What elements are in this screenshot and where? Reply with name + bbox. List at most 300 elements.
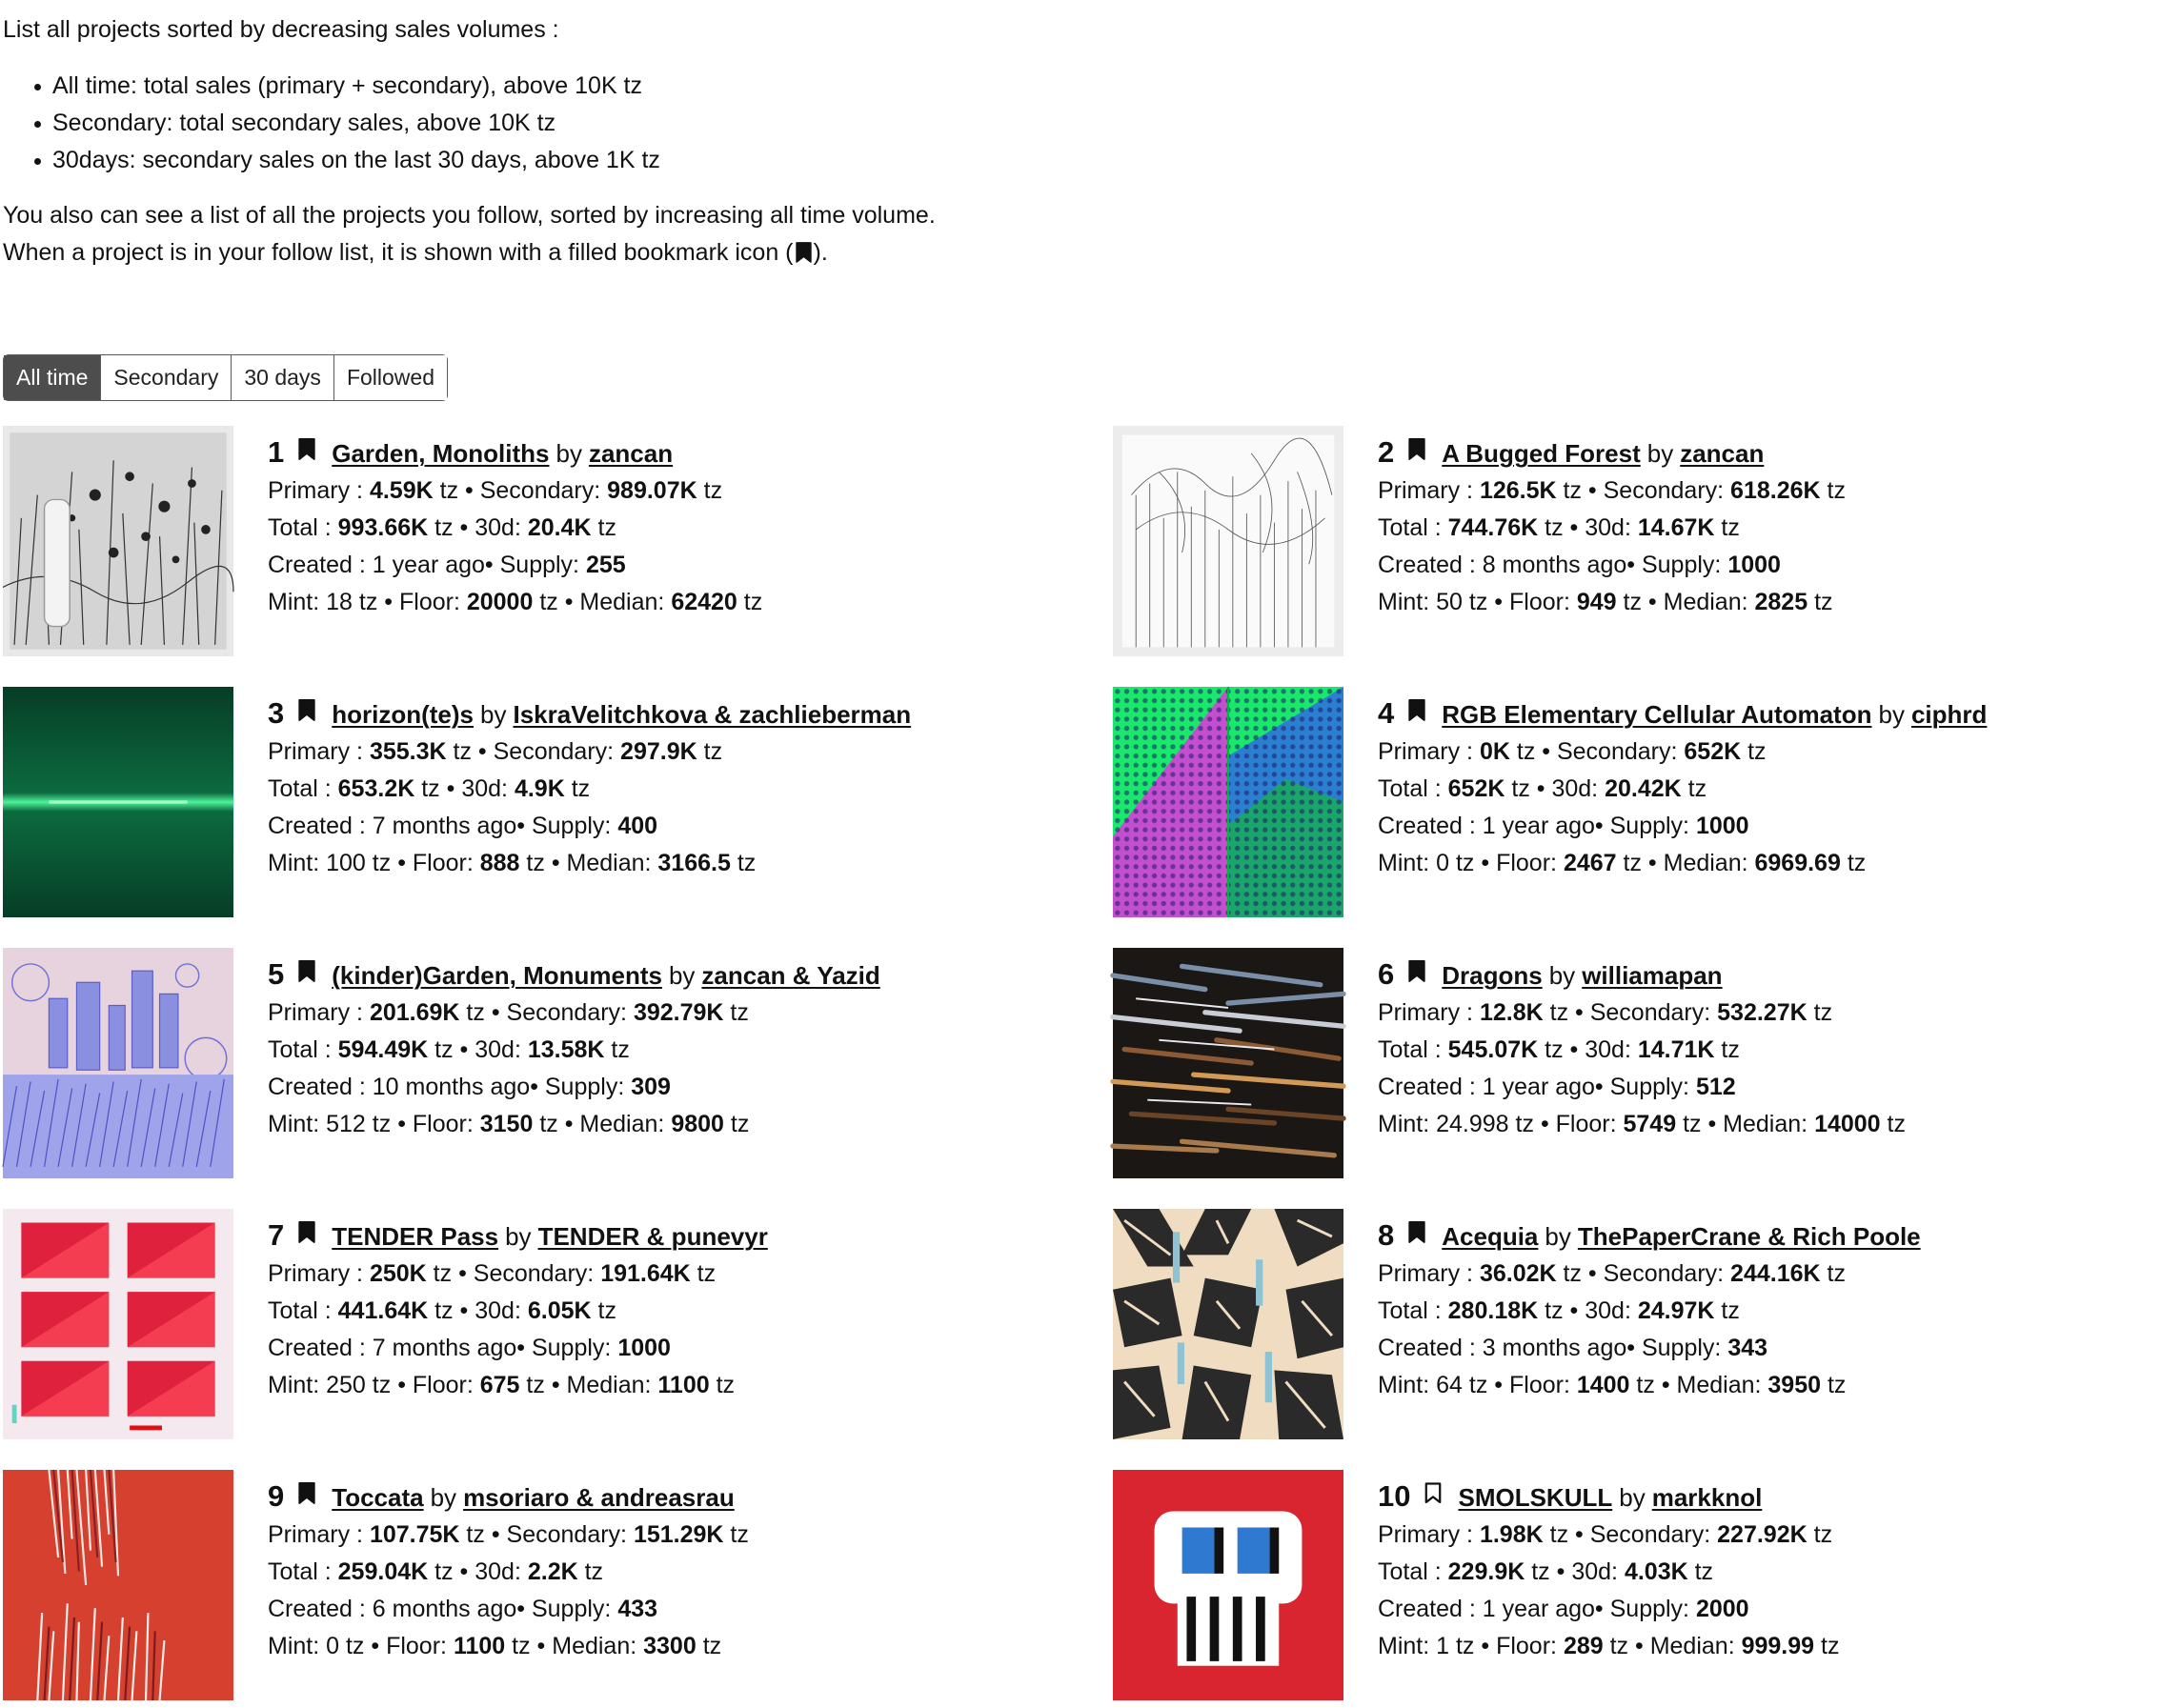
artist-link[interactable]: ThePaperCrane & Rich Poole: [1577, 1222, 1921, 1251]
by-label: by: [480, 700, 507, 729]
tz-unit: tz: [1821, 1372, 1847, 1398]
price-line: [1378, 1367, 1921, 1404]
project-title-line: [1378, 1477, 1839, 1517]
floor-label: • Floor:: [1487, 1372, 1577, 1398]
d30-value: 20.4K: [527, 514, 592, 541]
mint-value: 0: [326, 1633, 340, 1659]
project-thumbnail[interactable]: [3, 426, 233, 656]
supply-value: 512: [1695, 1074, 1736, 1100]
secondary-value: 244.16K: [1730, 1260, 1821, 1287]
tz-unit: tz: [1603, 1633, 1629, 1659]
project-title-link[interactable]: SMOLSKULL: [1458, 1483, 1613, 1512]
supply-label: • Supply:: [1626, 552, 1728, 578]
bookmark-filled-icon[interactable]: [1407, 434, 1426, 472]
project-card: [3, 1209, 1051, 1447]
total-value: 441.64K: [337, 1297, 429, 1324]
primary-label: Primary :: [1378, 477, 1480, 504]
criteria-secondary: Secondary: total secondary sales, above 10K tz: [3, 105, 1051, 142]
supply-label: • Supply:: [1594, 813, 1696, 839]
mint-label: Mint:: [268, 1372, 327, 1398]
tz-unit: tz: [1462, 1372, 1488, 1398]
tz-unit: tz: [737, 589, 763, 615]
mint-label: Mint:: [268, 1633, 327, 1659]
project-info: [268, 1477, 749, 1665]
project-card: [1113, 687, 2161, 925]
supply-value: 1000: [1695, 813, 1749, 839]
tz-unit: tz: [365, 1372, 392, 1398]
tz-unit: tz: [709, 1372, 736, 1398]
tz-unit: tz: [723, 1111, 750, 1137]
tz-unit: tz: [1820, 477, 1846, 504]
project-info: [268, 1216, 768, 1404]
created-label: Created :: [1378, 1074, 1483, 1100]
criteria-list: [3, 68, 1051, 179]
project-thumbnail[interactable]: [1113, 1209, 1343, 1439]
sales-line: [1378, 733, 1987, 771]
secondary-label: • Secondary:: [1568, 999, 1718, 1026]
sales-line: [268, 733, 911, 771]
project-title-link[interactable]: Dragons: [1442, 961, 1543, 990]
primary-value: 201.69K: [369, 999, 460, 1026]
tz-unit: tz: [1676, 1111, 1702, 1137]
d30-value: 20.42K: [1605, 775, 1682, 802]
tz-unit: tz: [1808, 589, 1833, 615]
total-line: [268, 771, 911, 808]
primary-value: 126.5K: [1479, 477, 1557, 504]
project-thumbnail[interactable]: [1113, 426, 1343, 656]
artist-link[interactable]: zancan: [1680, 439, 1765, 468]
total-line: [268, 1293, 768, 1330]
median-label: • Median:: [557, 1111, 672, 1137]
mint-value: 18: [326, 589, 353, 615]
total-value: 229.9K: [1447, 1558, 1525, 1585]
bookmark-filled-icon[interactable]: [297, 956, 316, 994]
created-line: [268, 808, 911, 845]
tz-unit: tz: [519, 1372, 545, 1398]
project-card: [3, 948, 1051, 1186]
artist-link[interactable]: markknol: [1651, 1483, 1763, 1512]
secondary-label: • Secondary:: [1535, 738, 1685, 765]
project-card: [3, 426, 1051, 664]
secondary-label: • Secondary:: [1581, 1260, 1731, 1287]
project-card: [3, 687, 1051, 925]
tz-unit: tz: [365, 850, 392, 876]
project-title-link[interactable]: Garden, Monoliths: [332, 439, 550, 468]
floor-value: 675: [479, 1372, 520, 1398]
project-title-link[interactable]: Acequia: [1442, 1222, 1539, 1251]
supply-label: • Supply:: [1626, 1335, 1728, 1361]
tz-unit: tz: [723, 999, 749, 1026]
sales-line: [1378, 1256, 1921, 1293]
artist-link[interactable]: ciphrd: [1910, 700, 1988, 729]
price-line: [268, 845, 911, 882]
tz-unit: tz: [1814, 1633, 1840, 1659]
tab-30-days[interactable]: 30 days: [232, 355, 334, 400]
created-line: [1378, 1069, 1906, 1106]
artist-link[interactable]: msoriaro & andreasrau: [463, 1483, 735, 1512]
mint-value: 1: [1436, 1633, 1450, 1659]
d30-value: 24.97K: [1637, 1297, 1715, 1324]
secondary-value: 297.9K: [620, 738, 697, 765]
project-thumbnail[interactable]: [1113, 1470, 1343, 1700]
d30-label: • 30d:: [453, 1558, 528, 1585]
by-label: by: [1878, 700, 1905, 729]
by-label: by: [1548, 961, 1576, 990]
tz-unit: tz: [1505, 775, 1530, 802]
total-line: [268, 1032, 880, 1069]
tz-unit: tz: [1741, 738, 1767, 765]
tz-unit: tz: [1616, 850, 1642, 876]
by-label: by: [1545, 1222, 1571, 1251]
floor-value: 289: [1563, 1633, 1604, 1659]
secondary-label: • Secondary:: [484, 999, 634, 1026]
project-rank: 10: [1378, 1479, 1411, 1513]
project-thumbnail[interactable]: [1113, 687, 1343, 917]
by-label: by: [555, 439, 582, 468]
secondary-label: • Secondary:: [1568, 1521, 1718, 1548]
price-line: [268, 584, 762, 621]
secondary-value: 227.92K: [1717, 1521, 1808, 1548]
project-title-link[interactable]: TENDER Pass: [332, 1222, 499, 1251]
by-label: by: [1619, 1483, 1646, 1512]
project-info: [268, 694, 911, 882]
d30-value: 13.58K: [527, 1036, 605, 1063]
tz-unit: tz: [1714, 1036, 1740, 1063]
primary-label: Primary :: [268, 477, 370, 504]
created-line: [1378, 808, 1987, 845]
total-value: 280.18K: [1447, 1297, 1539, 1324]
bookmark-filled-icon: [795, 238, 813, 275]
project-info: [1378, 955, 1906, 1143]
secondary-label: • Secondary:: [452, 1260, 601, 1287]
supply-label: • Supply:: [516, 1596, 618, 1622]
median-label: • Median:: [544, 1372, 658, 1398]
project-thumbnail[interactable]: [3, 1209, 233, 1439]
tz-unit: tz: [1880, 1111, 1906, 1137]
secondary-label: • Secondary:: [484, 1521, 634, 1548]
project-rank: 9: [268, 1479, 285, 1513]
tz-unit: tz: [1556, 477, 1582, 504]
tz-unit: tz: [690, 1260, 717, 1287]
project-title-line: [1378, 955, 1906, 995]
floor-value: 5749: [1623, 1111, 1677, 1137]
tz-unit: tz: [1543, 1521, 1569, 1548]
tz-unit: tz: [1629, 1372, 1655, 1398]
project-info: [268, 433, 762, 621]
primary-value: 0K: [1479, 738, 1510, 765]
created-value: 6 months ago: [372, 1596, 517, 1622]
tz-unit: tz: [1538, 1036, 1564, 1063]
total-label: Total :: [268, 1297, 338, 1324]
tz-unit: tz: [1807, 1521, 1833, 1548]
project-card: [3, 1470, 1051, 1708]
d30-label: • 30d:: [453, 514, 528, 541]
d30-value: 2.2K: [527, 1558, 578, 1585]
tz-unit: tz: [339, 1633, 365, 1659]
price-line: [1378, 845, 1987, 882]
tz-unit: tz: [730, 850, 757, 876]
created-label: Created :: [1378, 1596, 1483, 1622]
mint-label: Mint:: [1378, 1372, 1437, 1398]
primary-label: Primary :: [1378, 1521, 1480, 1548]
median-value: 9800: [671, 1111, 724, 1137]
total-line: [1378, 1554, 1839, 1591]
project-rank: 8: [1378, 1218, 1395, 1252]
tz-unit: tz: [1687, 1558, 1714, 1585]
created-line: [1378, 1330, 1921, 1367]
secondary-label: • Secondary:: [471, 738, 621, 765]
tz-unit: tz: [1449, 1633, 1475, 1659]
artist-link[interactable]: williamapan: [1582, 961, 1723, 990]
project-title-link[interactable]: (kinder)Garden, Monuments: [332, 961, 662, 990]
tab-secondary[interactable]: Secondary: [101, 355, 232, 400]
total-value: 653.2K: [337, 775, 415, 802]
created-value: 8 months ago: [1482, 552, 1627, 578]
created-label: Created :: [1378, 552, 1483, 578]
total-label: Total :: [1378, 1297, 1448, 1324]
bookmark-filled-icon[interactable]: [297, 434, 316, 472]
d30-value: 14.67K: [1637, 514, 1715, 541]
price-line: [1378, 584, 1846, 621]
floor-label: • Floor:: [1534, 1111, 1624, 1137]
bookmark-filled-icon[interactable]: [297, 1217, 316, 1255]
floor-label: • Floor:: [377, 589, 467, 615]
project-title-link[interactable]: Toccata: [332, 1483, 424, 1512]
primary-label: Primary :: [268, 738, 370, 765]
primary-label: Primary :: [268, 1260, 370, 1287]
created-label: Created :: [268, 1074, 373, 1100]
total-label: Total :: [268, 1558, 338, 1585]
tz-unit: tz: [428, 1297, 454, 1324]
primary-value: 107.75K: [369, 1521, 460, 1548]
floor-label: • Floor:: [391, 1372, 480, 1398]
mint-label: Mint:: [1378, 1111, 1437, 1137]
secondary-label: • Secondary:: [458, 477, 608, 504]
supply-value: 2000: [1695, 1596, 1749, 1622]
mint-value: 24.998: [1436, 1111, 1509, 1137]
created-line: [1378, 1591, 1839, 1628]
project-thumbnail[interactable]: [1113, 948, 1343, 1178]
tz-unit: tz: [604, 1036, 630, 1063]
tz-unit: tz: [1509, 738, 1536, 765]
artist-link[interactable]: TENDER & punevyr: [537, 1222, 768, 1251]
total-value: 259.04K: [337, 1558, 429, 1585]
total-line: [268, 1554, 749, 1591]
median-value: 3300: [643, 1633, 697, 1659]
project-rank: 7: [268, 1218, 285, 1252]
floor-label: • Floor:: [1487, 589, 1577, 615]
supply-value: 343: [1727, 1335, 1768, 1361]
supply-label: • Supply:: [516, 1335, 618, 1361]
median-value: 6969.69: [1754, 850, 1841, 876]
created-label: Created :: [1378, 813, 1483, 839]
supply-label: • Supply:: [516, 813, 618, 839]
mint-value: 512: [326, 1111, 366, 1137]
total-label: Total :: [1378, 775, 1448, 802]
bookmark-filled-icon[interactable]: [1407, 956, 1426, 994]
created-line: [268, 1069, 880, 1106]
median-value: 62420: [671, 589, 737, 615]
created-line: [268, 1591, 749, 1628]
follow-text-before: When a project is in your follow list, it is shown with a filled bookmark icon (: [3, 239, 794, 266]
project-title-line: [268, 955, 880, 995]
project-title-link[interactable]: A Bugged Forest: [1442, 439, 1641, 468]
primary-label: Primary :: [1378, 738, 1480, 765]
total-value: 545.07K: [1447, 1036, 1539, 1063]
total-value: 993.66K: [337, 514, 429, 541]
secondary-label: • Secondary:: [1581, 477, 1731, 504]
project-title-line: [1378, 1216, 1921, 1256]
supply-label: • Supply:: [530, 1074, 632, 1100]
secondary-value: 532.27K: [1717, 999, 1808, 1026]
floor-label: • Floor:: [1474, 1633, 1564, 1659]
price-line: [268, 1367, 768, 1404]
project-title-line: [268, 694, 911, 733]
median-value: 2825: [1754, 589, 1808, 615]
d30-label: • 30d:: [1563, 1036, 1638, 1063]
total-label: Total :: [1378, 514, 1448, 541]
project-title-line: [1378, 433, 1846, 472]
mint-label: Mint:: [268, 850, 327, 876]
primary-value: 4.59K: [369, 477, 434, 504]
median-value: 1100: [657, 1372, 710, 1398]
tz-unit: tz: [1616, 589, 1642, 615]
criteria-all-time: All time: total sales (primary + secondary), above 10K tz: [3, 68, 1051, 105]
created-value: 1 year ago: [372, 552, 485, 578]
follow-icon-description: [3, 234, 1051, 275]
sales-line: [1378, 472, 1846, 510]
median-value: 3166.5: [657, 850, 731, 876]
supply-label: • Supply:: [1594, 1074, 1696, 1100]
tab-all-time[interactable]: All time: [4, 355, 101, 400]
d30-value: 4.03K: [1624, 1558, 1688, 1585]
tz-unit: tz: [697, 477, 723, 504]
tz-unit: tz: [428, 1036, 454, 1063]
primary-label: Primary :: [1378, 999, 1480, 1026]
project-title-link[interactable]: horizon(te)s: [332, 700, 475, 729]
created-label: Created :: [268, 1335, 373, 1361]
supply-label: • Supply:: [484, 552, 586, 578]
total-line: [268, 510, 762, 547]
secondary-value: 989.07K: [607, 477, 697, 504]
project-thumbnail[interactable]: [3, 1470, 233, 1700]
project-title-line: [268, 1216, 768, 1256]
tz-unit: tz: [723, 1521, 749, 1548]
artist-link[interactable]: zancan: [588, 439, 674, 468]
primary-value: 12.8K: [1479, 999, 1544, 1026]
project-info: [1378, 1216, 1921, 1404]
project-info: [268, 955, 880, 1143]
created-value: 7 months ago: [372, 813, 517, 839]
tz-unit: tz: [414, 775, 440, 802]
floor-value: 1100: [453, 1633, 506, 1659]
project-thumbnail[interactable]: [3, 687, 233, 917]
tz-unit: tz: [505, 1633, 531, 1659]
primary-label: Primary :: [268, 999, 370, 1026]
median-label: • Median:: [1701, 1111, 1815, 1137]
artist-link[interactable]: IskraVelitchkova & zachlieberman: [513, 700, 912, 729]
secondary-value: 191.64K: [600, 1260, 691, 1287]
bookmark-filled-icon[interactable]: [297, 1478, 316, 1516]
median-label: • Median:: [1641, 850, 1755, 876]
price-line: [1378, 1106, 1906, 1143]
mint-label: Mint:: [268, 1111, 327, 1137]
primary-value: 36.02K: [1479, 1260, 1557, 1287]
tz-unit: tz: [577, 1558, 604, 1585]
total-value: 652K: [1447, 775, 1505, 802]
mint-label: Mint:: [1378, 850, 1437, 876]
created-line: [268, 1330, 768, 1367]
project-card: [1113, 426, 2161, 664]
primary-value: 1.98K: [1479, 1521, 1544, 1548]
price-line: [1378, 1628, 1839, 1665]
bookmark-filled-icon[interactable]: [1407, 1217, 1426, 1255]
tz-unit: tz: [428, 1558, 454, 1585]
tz-unit: tz: [446, 738, 472, 765]
bookmark-outline-icon[interactable]: [1424, 1478, 1443, 1516]
total-label: Total :: [1378, 1558, 1448, 1585]
tz-unit: tz: [1543, 999, 1569, 1026]
floor-label: • Floor:: [364, 1633, 454, 1659]
sales-line: [1378, 995, 1906, 1032]
project-thumbnail[interactable]: [3, 948, 233, 1178]
project-title-link[interactable]: RGB Elementary Cellular Automaton: [1442, 700, 1872, 729]
median-label: • Median:: [1641, 589, 1755, 615]
mint-label: Mint:: [1378, 589, 1437, 615]
d30-value: 14.71K: [1637, 1036, 1715, 1063]
project-card: [1113, 948, 2161, 1186]
secondary-value: 392.79K: [633, 999, 724, 1026]
bookmark-filled-icon[interactable]: [297, 695, 316, 733]
secondary-value: 151.29K: [633, 1521, 724, 1548]
tz-unit: tz: [365, 1111, 392, 1137]
mint-value: 50: [1436, 589, 1463, 615]
total-value: 594.49K: [337, 1036, 429, 1063]
floor-label: • Floor:: [391, 1111, 480, 1137]
project-info: [1378, 1477, 1839, 1665]
tz-unit: tz: [426, 1260, 453, 1287]
created-line: [1378, 547, 1846, 584]
artist-link[interactable]: zancan & Yazid: [701, 961, 880, 990]
tz-unit: tz: [352, 589, 378, 615]
tab-followed[interactable]: Followed: [334, 355, 447, 400]
sort-tabs: [3, 354, 448, 401]
floor-value: 20000: [466, 589, 534, 615]
d30-label: • 30d:: [1563, 514, 1638, 541]
floor-value: 949: [1576, 589, 1617, 615]
median-value: 3950: [1767, 1372, 1822, 1398]
tz-unit: tz: [1538, 1297, 1564, 1324]
tz-unit: tz: [697, 738, 723, 765]
by-label: by: [505, 1222, 532, 1251]
tz-unit: tz: [433, 477, 459, 504]
tz-unit: tz: [533, 589, 558, 615]
floor-label: • Floor:: [1474, 850, 1564, 876]
floor-value: 888: [479, 850, 520, 876]
project-title-line: [268, 433, 762, 472]
supply-value: 309: [631, 1074, 671, 1100]
created-label: Created :: [1378, 1335, 1483, 1361]
tz-unit: tz: [1508, 1111, 1534, 1137]
price-line: [268, 1628, 749, 1665]
project-rank: 2: [1378, 435, 1395, 469]
bookmark-filled-icon[interactable]: [1407, 695, 1426, 733]
created-value: 3 months ago: [1482, 1335, 1627, 1361]
supply-value: 433: [617, 1596, 658, 1622]
created-value: 7 months ago: [372, 1335, 517, 1361]
project-info: [1378, 433, 1846, 621]
d30-value: 6.05K: [527, 1297, 592, 1324]
